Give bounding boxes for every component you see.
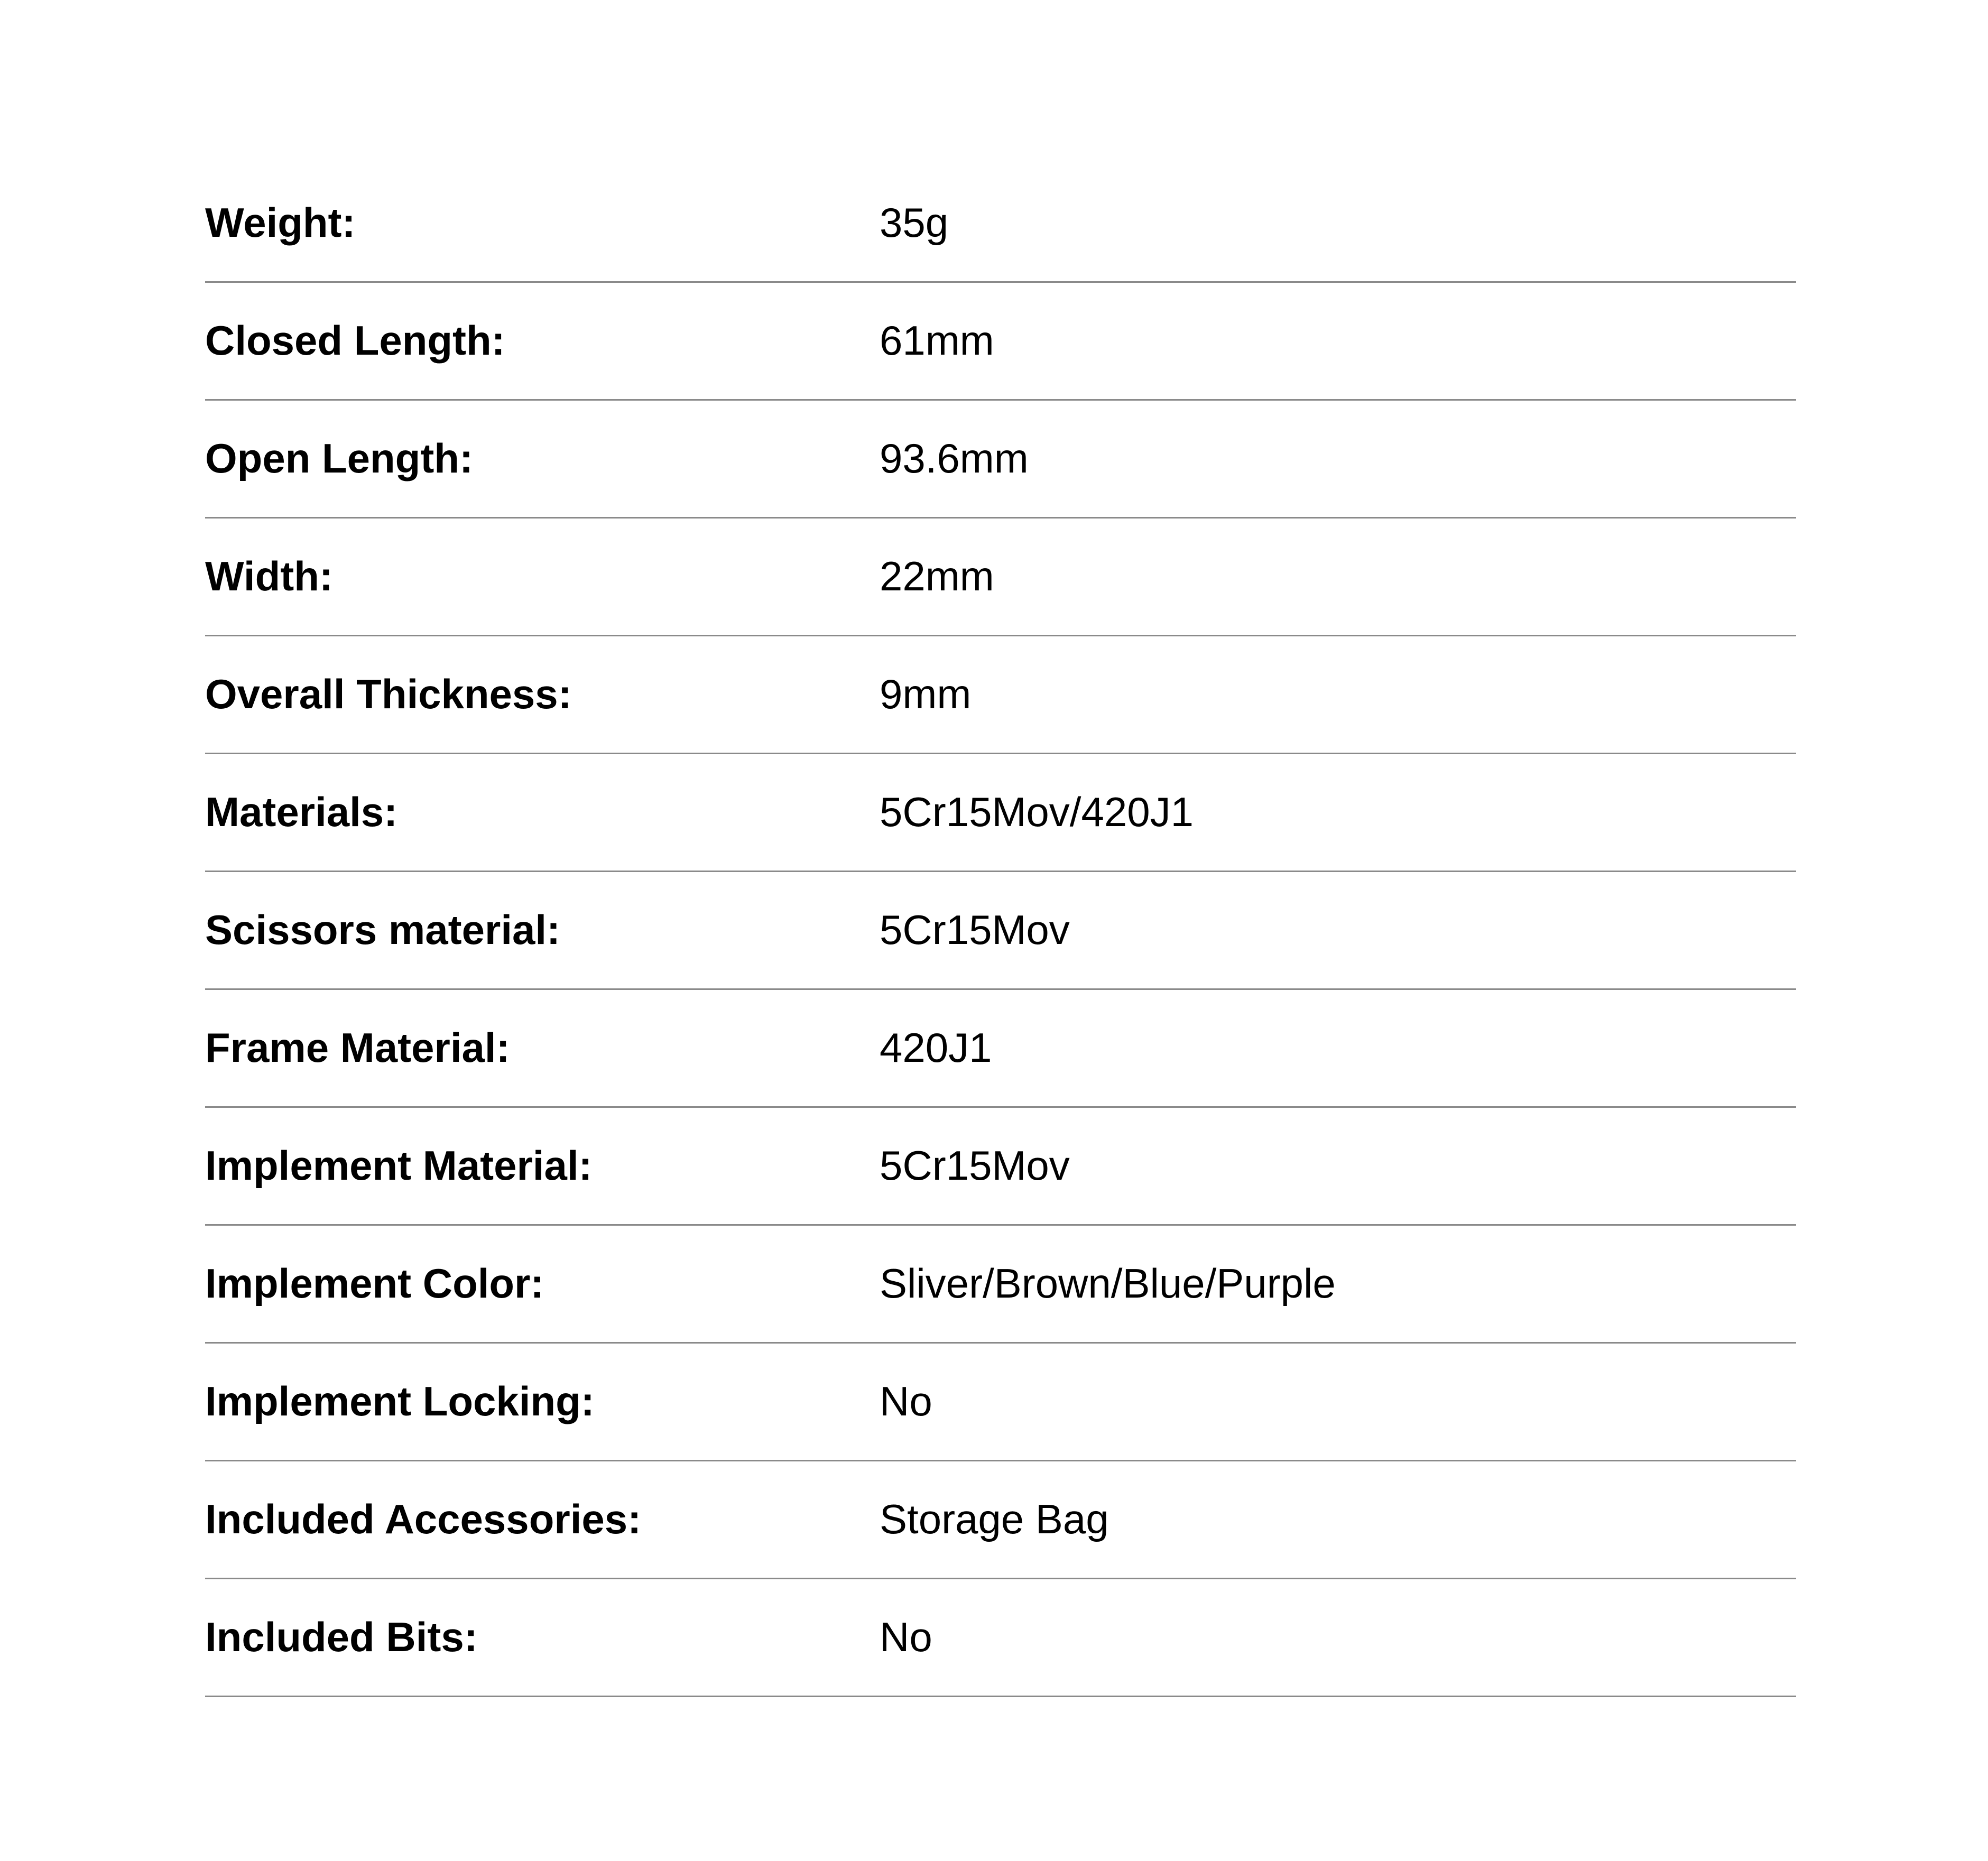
spec-row-implement-material	[205, 1108, 1796, 1226]
spec-label: Implement Material:	[205, 1142, 593, 1189]
spec-label: Frame Material:	[205, 1024, 510, 1071]
spec-value: 5Cr15Mov	[880, 1142, 1070, 1189]
spec-value: 9mm	[880, 671, 972, 717]
spec-value: 5Cr15Mov	[880, 906, 1070, 953]
spec-row-width	[205, 519, 1796, 636]
spec-row-materials	[205, 754, 1796, 872]
spec-row-included-accessories	[205, 1461, 1796, 1579]
spec-row-implement-locking	[205, 1344, 1796, 1461]
spec-label: Materials:	[205, 789, 398, 835]
spec-label: Implement Locking:	[205, 1378, 595, 1424]
spec-value: 5Cr15Mov/420J1	[880, 789, 1194, 835]
spec-row-scissors-material	[205, 872, 1796, 990]
spec-label: Open Length:	[205, 435, 473, 482]
spec-value: 35g	[880, 199, 949, 246]
spec-value: No	[880, 1378, 932, 1424]
spec-value: No	[880, 1614, 932, 1660]
spec-row-overall-thickness	[205, 636, 1796, 754]
spec-label: Closed Length:	[205, 317, 505, 364]
spec-value: 420J1	[880, 1024, 992, 1071]
spec-value: 22mm	[880, 553, 994, 599]
spec-label: Included Accessories:	[205, 1496, 642, 1542]
spec-table	[205, 165, 1796, 1697]
spec-label: Implement Color:	[205, 1260, 544, 1307]
spec-value: Storage Bag	[880, 1496, 1109, 1542]
spec-value: 93.6mm	[880, 435, 1029, 482]
spec-row-closed-length	[205, 283, 1796, 401]
spec-row-included-bits	[205, 1579, 1796, 1697]
spec-row-implement-color	[205, 1226, 1796, 1344]
spec-row-weight	[205, 165, 1796, 283]
spec-label: Weight:	[205, 199, 356, 246]
spec-row-open-length	[205, 401, 1796, 519]
spec-label: Scissors material:	[205, 906, 561, 953]
spec-value: 61mm	[880, 317, 994, 364]
spec-value: Sliver/Brown/Blue/Purple	[880, 1260, 1336, 1307]
spec-label: Overall Thickness:	[205, 671, 572, 717]
spec-row-frame-material	[205, 990, 1796, 1108]
spec-label: Width:	[205, 553, 333, 599]
spec-label: Included Bits:	[205, 1614, 478, 1660]
